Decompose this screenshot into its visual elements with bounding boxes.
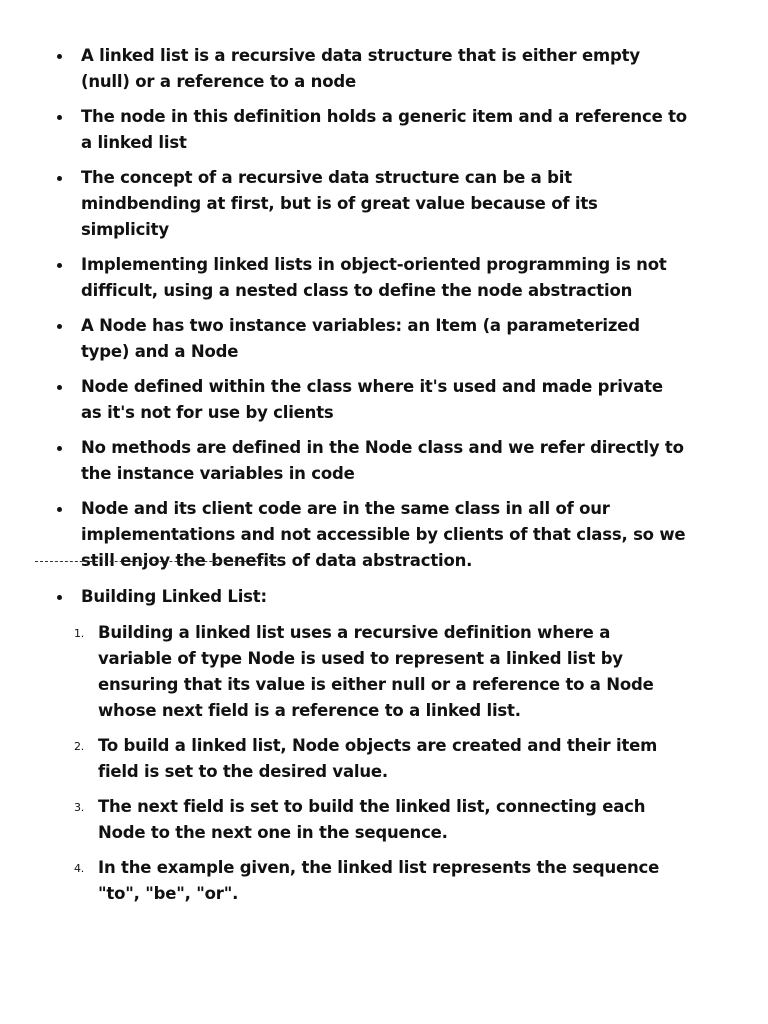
steps-numbered-list	[0, 620, 768, 916]
list-item	[0, 313, 768, 365]
bullet-icon	[57, 324, 62, 329]
step-text: Building a linked list uses a recursive definition where a variable of type Node is used to represent a linked list by ensuring that its value is either null or a reference to a Node whose next field is a reference to a linked list.	[98, 623, 654, 720]
bullet-icon	[57, 54, 62, 59]
step-number: 2.	[74, 740, 85, 753]
list-item	[0, 165, 768, 243]
list-item	[0, 435, 768, 487]
section-heading	[0, 584, 768, 610]
section-heading-text: Building Linked List:	[81, 587, 267, 606]
list-item	[0, 496, 768, 574]
bullet-icon	[57, 385, 62, 390]
step-text: In the example given, the linked list represents the sequence "to", "be", "or".	[98, 858, 660, 903]
bullet-icon	[57, 446, 62, 451]
bullet-text: A Node has two instance variables: an Item (a parameterized type) and a Node	[81, 316, 640, 361]
bullet-text: No methods are defined in the Node class and we refer directly to the instance variables in code	[81, 438, 684, 483]
list-item	[0, 855, 768, 907]
step-number: 4.	[74, 862, 85, 875]
bullet-icon	[57, 595, 62, 600]
section-heading-list	[0, 584, 768, 619]
list-item	[0, 252, 768, 304]
step-text: To build a linked list, Node objects are created and their item field is set to the desired value.	[98, 736, 658, 781]
bullet-text: The concept of a recursive data structure can be a bit mindbending at first, but is of great value because of its simplicity	[81, 168, 598, 239]
bullet-text: A linked list is a recursive data structure that is either empty (null) or a reference to a node	[81, 46, 640, 91]
bullet-icon	[57, 263, 62, 268]
list-item	[0, 374, 768, 426]
step-number: 1.	[74, 627, 85, 640]
step-text: The next field is set to build the linked list, connecting each Node to the next one in the sequence.	[98, 797, 646, 842]
list-item	[0, 104, 768, 156]
list-item	[0, 43, 768, 95]
list-item	[0, 620, 768, 724]
bullet-icon	[57, 115, 62, 120]
bullet-icon	[57, 507, 62, 512]
bullet-text: Node defined within the class where it's used and made private as it's not for use by clients	[81, 377, 663, 422]
summary-bullet-list	[0, 43, 768, 583]
list-item	[0, 794, 768, 846]
step-number: 3.	[74, 801, 85, 814]
bullet-icon	[57, 176, 62, 181]
bullet-text: Implementing linked lists in object-oriented programming is not difficult, using a nested class to define the node abstraction	[81, 255, 667, 300]
bullet-text: The node in this definition holds a generic item and a reference to a linked list	[81, 107, 687, 152]
bullet-text: Node and its client code are in the same class in all of our implementations and not accessible by clients of that class, so we still enjoy the benefits of data abstraction.	[81, 499, 686, 570]
list-item	[0, 733, 768, 785]
dashed-divider	[35, 561, 282, 562]
